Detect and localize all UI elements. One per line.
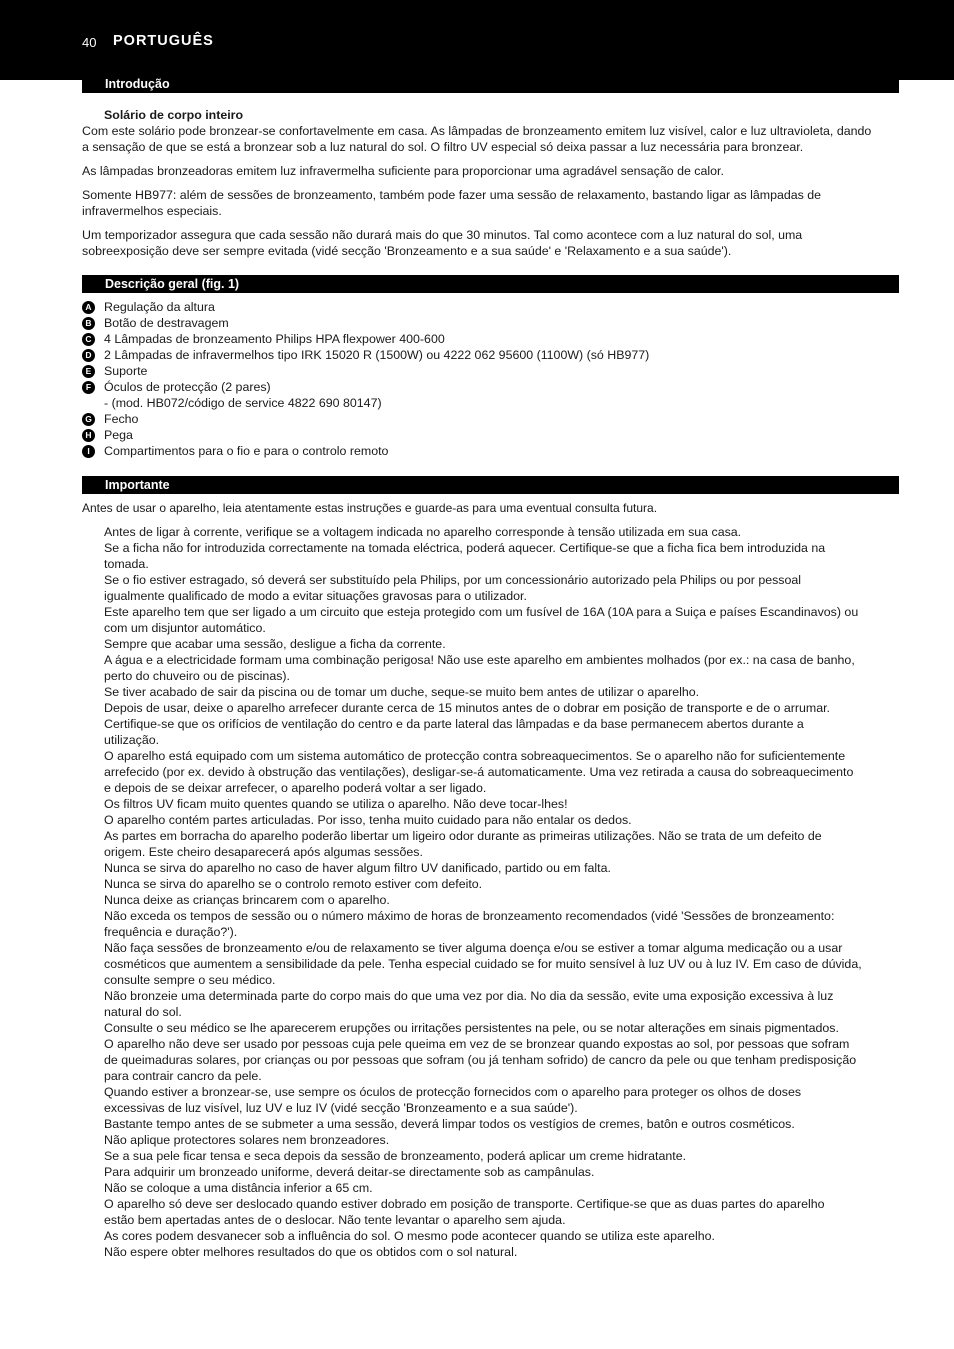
important-line: Certifique-se que os orifícios de ventilação do centro e da parte lateral das lâmpadas e da base permanecem abertos durante a [104, 717, 804, 731]
important-line: frequência e duração?'). [104, 925, 238, 939]
list-item [82, 379, 271, 395]
important-line: Se o fio estiver estragado, só deverá ser substituído pela Philips, por um concessionário autorizado pela Philips ou por pessoal [104, 573, 802, 587]
important-line: As partes em borracha do aparelho poderão libertar um ligeiro odor durante as primeiras utilizações. Não se trata de um defeito de [104, 829, 822, 843]
important-line: Consulte o seu médico se lhe aparecerem erupções ou irritações persistentes na pele, ou se notar alterações em sinais pigmentados. [104, 1021, 839, 1035]
important-line: natural do sol. [104, 1005, 182, 1019]
important-line: O aparelho está equipado com um sistema automático de protecção contra sobreaquecimentos. Se o aparelho não for suficientemente [104, 749, 846, 763]
list-item [82, 411, 138, 427]
item-text: Óculos de protecção (2 pares) [104, 380, 271, 394]
important-line: O aparelho só deve ser deslocado quando estiver dobrado em posição de transporte. Certifique-se que as duas partes do aparelho [104, 1197, 825, 1211]
intro-line: a sensação de que se está a bronzear sob a luz natural do sol. O filtro UV especial só deixa passar a luz necessária para bronzear. [82, 140, 804, 154]
important-line: tomada. [104, 557, 149, 571]
section-title-overview: Descrição geral (fig. 1) [105, 277, 240, 291]
important-line: consulte sempre o seu médico. [104, 973, 276, 987]
list-item [82, 347, 649, 363]
intro-line: Somente HB977: além de sessões de bronzeamento, também pode fazer uma sessão de relaxamento, bastando ligar as lâmpadas de [82, 188, 822, 202]
important-line: As cores podem desvanecer sob a influência do sol. O mesmo pode acontecer quando se utiliza este aparelho. [104, 1229, 715, 1243]
important-line: com um disjuntor automático. [104, 621, 266, 635]
item-sub-note: - (mod. HB072/código de service 4822 690 80147) [104, 396, 382, 410]
section-title-intro: Introdução [105, 77, 170, 91]
important-line: O aparelho não deve ser usado por pessoas cuja pele queima em vez de se bronzear quando expostas ao sol, por pessoas que sofram [104, 1037, 850, 1051]
important-intro: Antes de usar o aparelho, leia atentamente estas instruções e guarde-as para uma eventual consulta futura. [82, 501, 658, 515]
important-line: igualmente qualificado de modo a evitar situações gravosas para o utilizador. [104, 589, 527, 603]
important-line: O aparelho contém partes articuladas. Por isso, tenha muito cuidado para não entalar os dedos. [104, 813, 632, 827]
list-item [82, 427, 133, 443]
letter-badge: C [82, 333, 95, 346]
item-text: 4 Lâmpadas de bronzeamento Philips HPA flexpower 400-600 [104, 332, 445, 346]
important-line: Nunca se sirva do aparelho se o controlo remoto estiver com defeito. [104, 877, 483, 891]
page-header [0, 0, 954, 80]
intro-line: As lâmpadas bronzeadoras emitem luz infravermelha suficiente para proporcionar uma agradável sensação de calor. [82, 164, 724, 178]
important-line: Este aparelho tem que ser ligado a um circuito que esteja protegido com um fusível de 16A (10A para a Suiça e países Escandinavos) ou [104, 605, 859, 619]
important-line: Quando estiver a bronzear-se, use sempre os óculos de protecção fornecidos com o aparelho para proteger os olhos de doses [104, 1085, 802, 1099]
important-line: Nunca deixe as crianças brincarem com o aparelho. [104, 893, 390, 907]
letter-badge: D [82, 349, 95, 362]
important-line: origem. Este cheiro desaparecerá após algumas sessões. [104, 845, 423, 859]
important-line: Se a sua pele ficar tensa e seca depois da sessão de bronzeamento, poderá aplicar um creme hidratante. [104, 1149, 687, 1163]
important-line: Não faça sessões de bronzeamento e/ou de relaxamento se tiver alguma doença e/ou se estiver a tomar alguma medicação ou a usar [104, 941, 843, 955]
section-header-important [82, 476, 899, 494]
important-line: Os filtros UV ficam muito quentes quando se utiliza o aparelho. Não deve tocar-lhes! [104, 797, 568, 811]
item-text: Regulação da altura [104, 300, 215, 314]
item-text: Suporte [104, 364, 148, 378]
list-item [82, 331, 445, 347]
list-item [82, 315, 229, 331]
important-line: Depois de usar, deixe o aparelho arrefecer durante cerca de 15 minutos antes de o dobrar em posição de transporte e de o arrumar. [104, 701, 830, 715]
important-line: arrefecido (por ex. devido à obstrução das ventilações), desligar-se-á automaticamente. Uma vez retirada a causa do sobreaquecimento [104, 765, 854, 779]
important-line: Nunca se sirva do aparelho no caso de haver algum filtro UV danificado, partido ou em falta. [104, 861, 611, 875]
important-line: e depois de se deixar arrefecer, o aparelho poderá voltar a ser ligado. [104, 781, 487, 795]
important-line: Para adquirir um bronzeado uniforme, deverá deitar-se directamente sob as campânulas. [104, 1165, 595, 1179]
intro-line: sobreexposição deve ser sempre evitada (vidé secção 'Bronzeamento e a sua saúde' e 'Relaxamento e a sua saúde'). [82, 244, 732, 258]
important-line: utilização. [104, 733, 160, 747]
intro-line: infravermelhos especiais. [82, 204, 222, 218]
letter-badge: I [82, 445, 95, 458]
important-line: perto do chuveiro ou de piscinas). [104, 669, 290, 683]
letter-badge: G [82, 413, 95, 426]
page-number: 40 [82, 35, 97, 50]
important-line: estão bem apertadas antes de o deslocar. Não tente levantar o aparelho sem ajuda. [104, 1213, 566, 1227]
important-line: Se a ficha não for introduzida correctamente na tomada eléctrica, poderá aquecer. Certifique-se que a ficha fica bem introduzida na [104, 541, 826, 555]
important-line: Bastante tempo antes de se submeter a uma sessão, deverá limpar todos os vestígios de cremes, batôn e outros cosméticos. [104, 1117, 795, 1131]
language-title: PORTUGUÊS [113, 33, 214, 49]
intro-subhead: Solário de corpo inteiro [104, 108, 244, 122]
important-line: Não se coloque a uma distância inferior a 65 cm. [104, 1181, 373, 1195]
important-line: de queimaduras solares, por crianças ou por pessoas que sofram (ou já tenham sofrido) de cancro da pele ou que tenham predisposição [104, 1053, 857, 1067]
item-text: Compartimentos para o fio e para o controlo remoto [104, 444, 389, 458]
important-line: excessivas de luz visível, luz UV e luz IV (vidé secção 'Bronzeamento e a sua saúde'). [104, 1101, 578, 1115]
important-line: Não exceda os tempos de sessão ou o número máximo de horas de bronzeamento recomendados (vidé 'Sessões de bronzeamento: [104, 909, 835, 923]
list-item [82, 363, 147, 379]
important-line: Sempre que acabar uma sessão, desligue a ficha da corrente. [104, 637, 446, 651]
important-line: Não espere obter melhores resultados do que os obtidos com o sol natural. [104, 1245, 518, 1259]
important-line: Antes de ligar à corrente, verifique se a voltagem indicada no aparelho corresponde à tensão utilizada em sua casa. [104, 525, 742, 539]
important-line: Não aplique protectores solares nem bronzeadores. [104, 1133, 390, 1147]
letter-badge: E [82, 365, 95, 378]
section-title-important: Importante [105, 478, 170, 492]
item-text: Fecho [104, 412, 139, 426]
important-line: Não bronzeie uma determinada parte do corpo mais do que uma vez por dia. No dia da sessão, evite uma exposição excessiva à luz [104, 989, 834, 1003]
letter-badge: B [82, 317, 95, 330]
item-text: Botão de destravagem [104, 316, 229, 330]
item-text: 2 Lâmpadas de infravermelhos tipo IRK 15020 R (1500W) ou 4222 062 95600 (1100W) (só HB977) [104, 348, 650, 362]
important-line: Se tiver acabado de sair da piscina ou de tomar um duche, seque-se muito bem antes de utilizar o aparelho. [104, 685, 700, 699]
section-header-overview [82, 275, 899, 293]
intro-line: Com este solário pode bronzear-se confortavelmente em casa. As lâmpadas de bronzeamento emitem luz visível, calor e luz ultravioleta, dando [82, 124, 872, 138]
list-item [82, 443, 388, 459]
important-line: A água e a electricidade formam uma combinação perigosa! Não use este aparelho em ambientes molhados (por ex.: na casa de banho, [104, 653, 855, 667]
letter-badge: F [82, 381, 95, 394]
letter-badge: H [82, 429, 95, 442]
letter-badge: A [82, 301, 95, 314]
section-header-intro [82, 75, 899, 93]
item-text: Pega [104, 428, 133, 442]
intro-line: Um temporizador assegura que cada sessão não durará mais do que 30 minutos. Tal como acontece com a luz natural do sol, uma [82, 228, 803, 242]
important-line: para contrair cancro da pele. [104, 1069, 262, 1083]
list-item [82, 299, 215, 315]
important-line: cosméticos que aumentem a sensibilidade da pele. Tenha especial cuidado se for muito sensível à luz UV ou à luz IV. Em caso de dúvida, [104, 957, 862, 971]
